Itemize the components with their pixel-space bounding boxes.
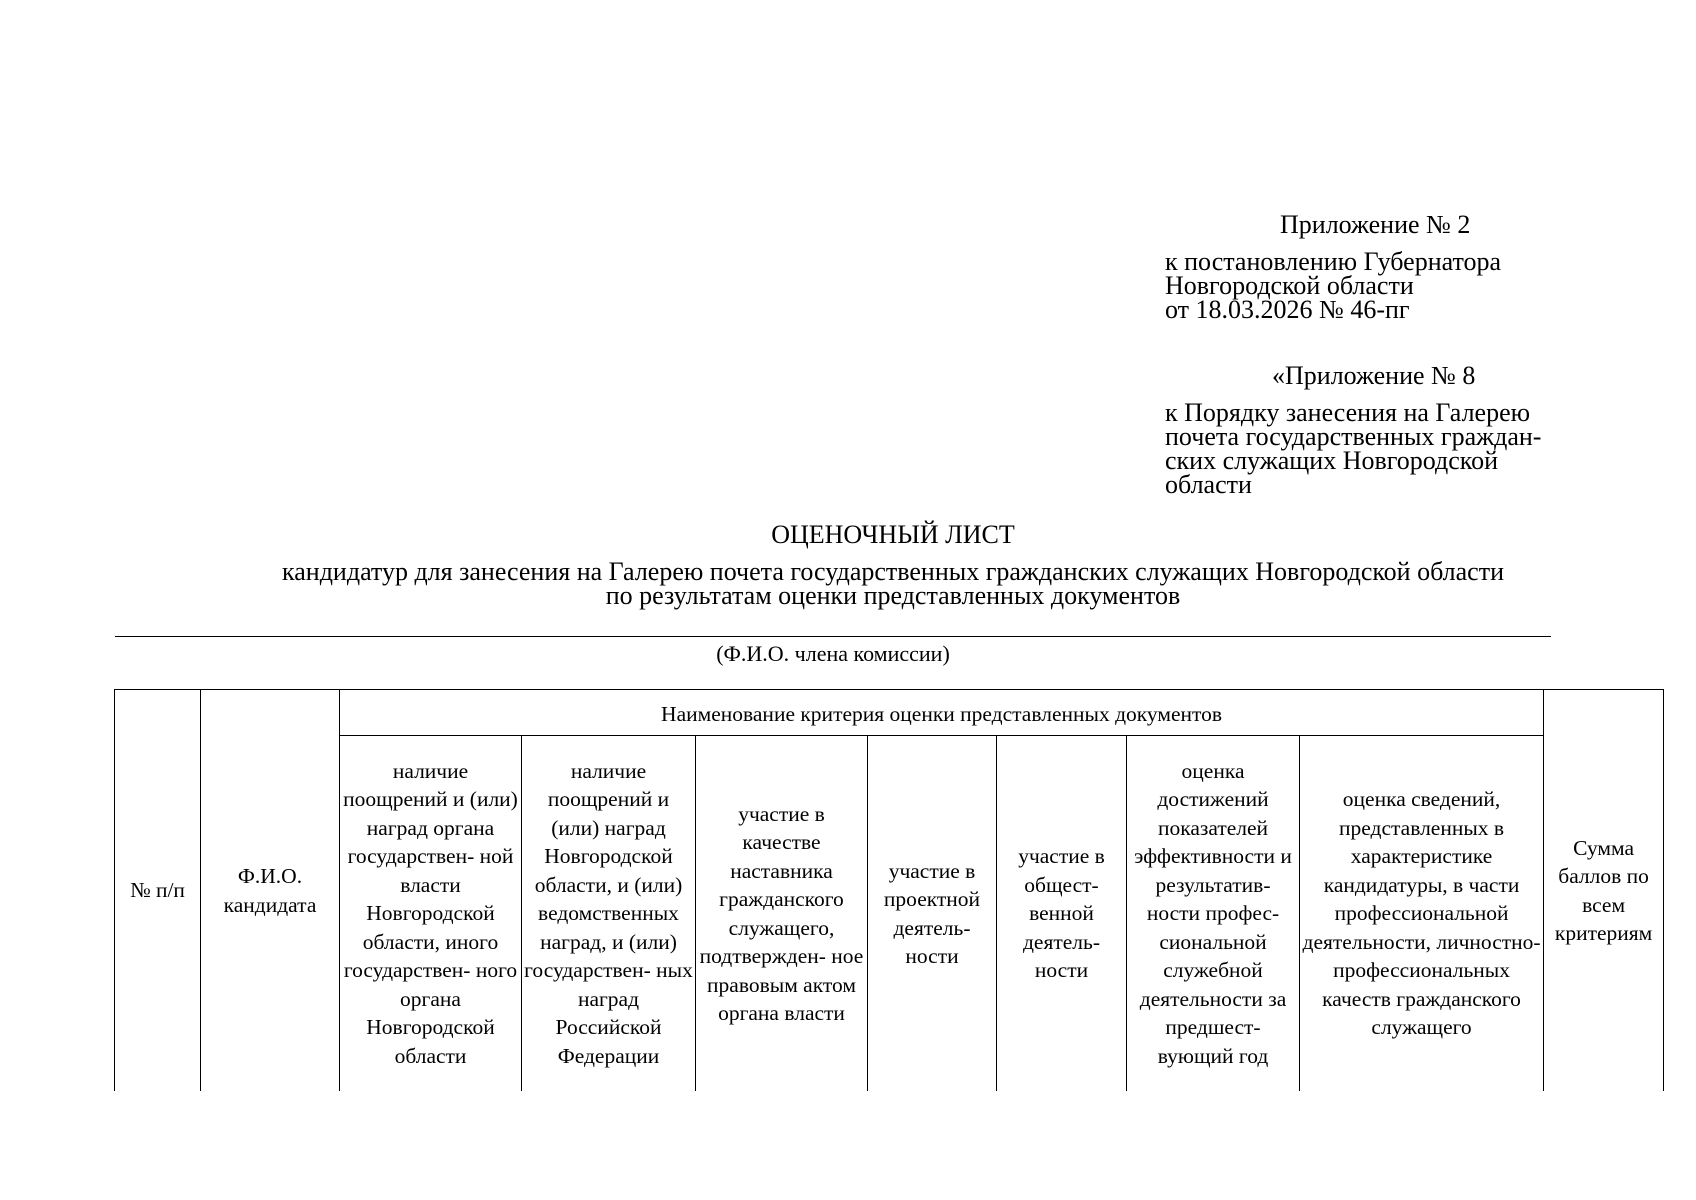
criterion-mentoring: участие в качестве наставника гражданского служащего, подтвержден- ное правовым актом органа власти (696, 736, 868, 1092)
column-header-total-score: Сумма баллов по всем критериям (1544, 690, 1664, 1092)
evaluation-table (114, 689, 1664, 1091)
document-title: ОЦЕНОЧНЫЙ ЛИСТ (771, 520, 1015, 549)
criteria-group-header: Наименование критерия оценки представленных документов (340, 690, 1544, 736)
criterion-characteristic-assessment: оценка сведений, представленных в характеристике кандидатуры, в части профессиональной деятельности, личностно- профессиональных качеств гражданского служащего (1300, 736, 1544, 1092)
appendix-2-line: Новгородской области (1165, 271, 1414, 300)
appendix-8-line: области (1165, 470, 1252, 499)
appendix-8-line: ских служащих Новгородской (1165, 446, 1499, 475)
appendix-8-line: к Порядку занесения на Галерею (1165, 398, 1531, 427)
appendix-8-title: «Приложение № 8 (1272, 361, 1476, 390)
signature-caption: (Ф.И.О. члена комиссии) (716, 641, 950, 666)
column-header-candidate-name: Ф.И.О. кандидата (201, 690, 340, 1092)
appendix-2-title: Приложение № 2 (1280, 210, 1471, 239)
criterion-regional-awards: наличие поощрений и (или) наград органа государствен- ной власти Новгородской области, иного государствен- ного органа Новгородской области (340, 736, 522, 1092)
appendix-2-line: к постановлению Губернатора (1165, 247, 1502, 276)
document-subtitle: кандидатур для занесения на Галерею почета государственных гражданских служащих Новгородской области (282, 557, 1504, 586)
criterion-project-activity: участие в проектной деятель- ности (868, 736, 997, 1092)
criterion-performance-indicators: оценка достижений показателей эффективности и результатив- ности профес- сиональной служебной деятельности за предшест- вующий год (1127, 736, 1300, 1092)
criterion-state-awards: наличие поощрений и (или) наград Новгородской области, и (или) ведомственных наград, и (или) государствен- ных наград Российской Федерации (522, 736, 696, 1092)
criterion-public-activity: участие в общест- венной деятель- ности (997, 736, 1127, 1092)
signature-line (115, 636, 1551, 637)
column-header-number: № п/п (115, 690, 201, 1092)
appendix-2-date-line: от 18.03.2026 № 46-пг (1165, 295, 1410, 324)
appendix-8-line: почета государственных граждан- (1165, 422, 1542, 451)
document-subtitle-continued: по результатам оценки представленных документов (605, 581, 1181, 610)
